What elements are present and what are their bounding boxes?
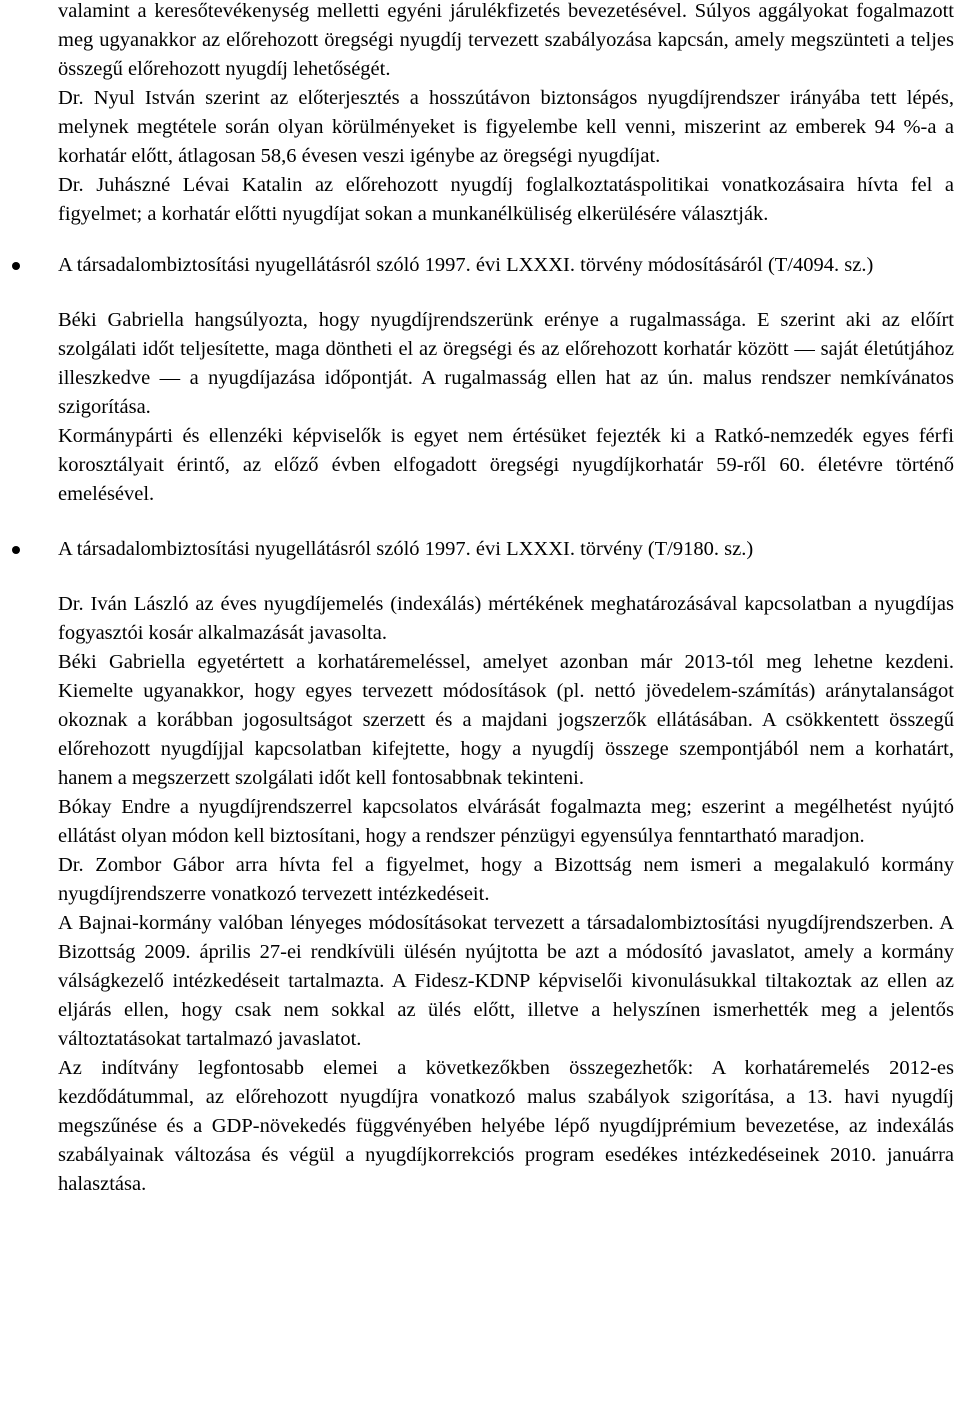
paragraph-kormanyparti: Kormánypárti és ellenzéki képviselők is egyet nem értésüket fejezték ki a Ratkó-nemzedék egyes férfi korosztályait érintő, az előző évben elfogadott öregségi nyugdíjkorhatár 59-ről 60. életévre történő emelésével.	[58, 425, 954, 505]
spacer	[58, 564, 954, 590]
bullet-icon	[12, 546, 20, 554]
paragraph-beki-1: Béki Gabriella hangsúlyozta, hogy nyugdíjrendszerünk erénye a rugalmassága. E szerint aki az előírt szolgálati időt teljesítette, maga döntheti el az öregségi és az előrehozott korhatár között — saját életútjához illeszkedve — a nyugdíjazása időpontját. A rugalmasság ellen hat az ún. malus rendszer nemkívánatos szigorítása.	[58, 309, 954, 418]
bullet-item-t9180	[58, 535, 954, 564]
paragraph-bokay: Bókay Endre a nyugdíjrendszerrel kapcsolatos elvárását fogalmazta meg; eszerint a megélhetést nyújtó ellátást olyan módon kell biztosítani, hogy a rendszer pénzügyi egyensúlya fenntartható maradjon.	[58, 796, 954, 847]
spacer	[58, 280, 954, 306]
paragraph-inditvany: Az indítvány legfontosabb elemei a következőkben összegezhetők: A korhatáremelés 2012-es kezdődátummal, az előrehozott nyugdíjra vonatkozó malus szabályok szigorítása, a 13. havi nyugdíj megszűnése és a GDP-növekedés függvényében helyébe lépő nyugdíjprémium bevezetése, az indexálás szabályainak változása és végül a nyugdíjkorrekciós program esedékes intézkedéseinek 2010. januárra halasztása.	[58, 1057, 954, 1195]
paragraph-zombor: Dr. Zombor Gábor arra hívta fel a figyelmet, hogy a Bizottság nem ismeri a megalakuló kormány nyugdíjrendszerre vonatkozó tervezett intézkedéseit.	[58, 854, 954, 905]
paragraph-beki-2: Béki Gabriella egyetértett a korhatáremeléssel, amelyet azonban már 2013-tól meg lehetne kezdeni. Kiemelte ugyanakkor, hogy egyes tervezett módosítások (pl. nettó jövedelem-számítás) aránytalanságot okoznak a korábban jogosultságot szerzett és a majdani jogszerzők ellátásában. A csökkentett összegű előrehozott nyugdíjjal kapcsolatban kifejtette, hogy a nyugdíj összege szempontjából nem a korhatárt, hanem a megszerzett szolgálati időt kell fontosabbnak tekinteni.	[58, 651, 954, 789]
paragraph-ivan: Dr. Iván László az éves nyugdíjemelés (indexálás) mértékének meghatározásával kapcsolatban a nyugdíjas fogyasztói kosár alkalmazását javasolta.	[58, 593, 954, 644]
paragraph-bajnai: A Bajnai-kormány valóban lényeges módosításokat tervezett a társadalombiztosítási nyugdíjrendszerben. A Bizottság 2009. április 27-ei rendkívüli ülésén nyújtotta be azt a módosító javaslatot, amely a kormány válságkezelő intézkedéseit tartalmazta. A Fidesz-KDNP képviselői kivonulásukkal tiltakoztak az ellen az eljárás ellen, hogy csak nem sokkal az ülés előtt, illetve a helyszínen ismerhették meg a jelentős változtatásokat tartalmazó javaslatot.	[58, 912, 954, 1050]
paragraph-opening: valamint a keresőtevékenység melletti egyéni járulékfizetés bevezetésével. Súlyos aggályokat fogalmazott meg ugyanakkor az előrehozott öregségi nyugdíj tervezett szabályozása kapcsán, amely megszünteti a teljes összegű előrehozott nyugdíj lehetőségét.	[58, 0, 954, 80]
bullet-icon	[12, 262, 20, 270]
bullet-text: A társadalombiztosítási nyugellátásról szóló 1997. évi LXXXI. törvény (T/9180. sz.)	[58, 538, 754, 560]
bullet-item-t4094	[58, 251, 954, 280]
spacer	[58, 509, 954, 535]
document-page	[58, 0, 954, 1199]
paragraph-juhaszne: Dr. Juhászné Lévai Katalin az előrehozott nyugdíj foglalkoztatáspolitikai vonatkozásaira hívta fel a figyelmet; a korhatár előtti nyugdíjat sokan a munkanélküliség elkerülésére választják.	[58, 174, 954, 225]
spacer	[58, 229, 954, 251]
bullet-text: A társadalombiztosítási nyugellátásról szóló 1997. évi LXXXI. törvény módosításáról (T/4094. sz.)	[58, 254, 874, 276]
paragraph-nyul: Dr. Nyul István szerint az előterjesztés a hosszútávon biztonságos nyugdíjrendszer irányába tett lépés, melynek megtétele során olyan körülményeket is figyelembe kell venni, miszerint az emberek 94 %-a a korhatár előtt, átlagosan 58,6 évesen veszi igénybe az öregségi nyugdíjat.	[58, 87, 954, 167]
